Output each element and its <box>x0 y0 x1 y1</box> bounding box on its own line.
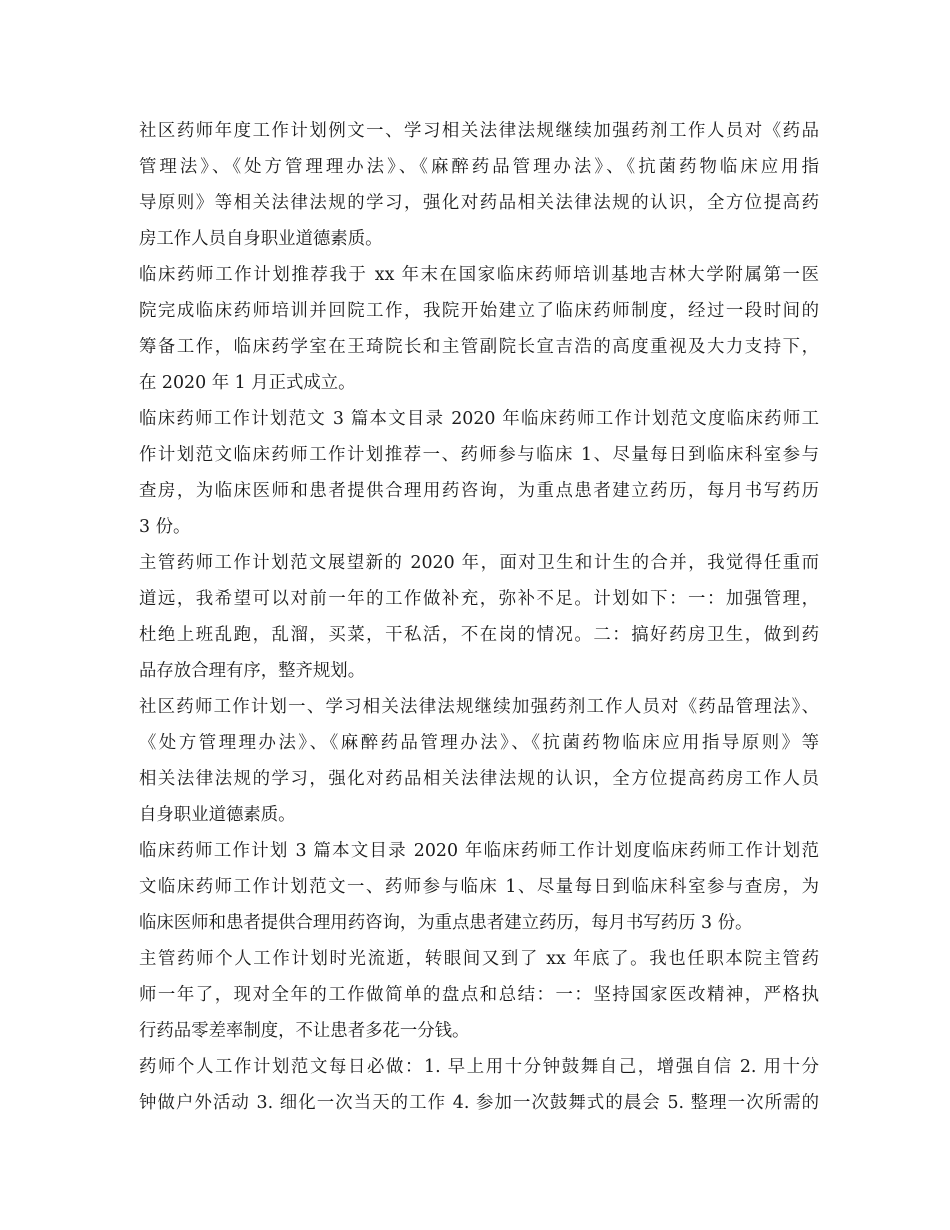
paragraph <box>139 941 819 1049</box>
text-line: 在 2020 年 1 月正式成立。 <box>139 373 356 393</box>
text-line: 作计划范文临床药师工作计划推荐一、药师参与临床 1、尽量每日到临床科室参与 <box>139 445 819 465</box>
text-line: 导原则》等相关法律法规的学习，强化对药品相关法律法规的认识，全方位提高药 <box>139 193 819 213</box>
document-body <box>139 113 819 1121</box>
text-line: 管理法》、《处方管理理办法》、《麻醉药品管理办法》、《抗菌药物临床应用指 <box>139 157 819 177</box>
text-line: 社区药师年度工作计划例文一、学习相关法律法规继续加强药剂工作人员对《药品 <box>139 121 819 141</box>
paragraph <box>139 401 819 545</box>
text-line: 临床药师工作计划范文 3 篇本文目录 2020 年临床药师工作计划范文度临床药师工 <box>139 409 819 429</box>
paragraph <box>139 545 819 689</box>
text-line: 道远，我希望可以对前一年的工作做补充，弥补不足。计划如下：一：加强管理， <box>139 589 819 609</box>
text-line: 《处方管理理办法》、《麻醉药品管理办法》、《抗菌药物临床应用指导原则》等 <box>139 733 819 753</box>
text-line: 院完成临床药师培训并回院工作，我院开始建立了临床药师制度，经过一段时间的 <box>139 301 819 321</box>
text-line: 文临床药师工作计划范文一、药师参与临床 1、尽量每日到临床科室参与查房，为 <box>139 877 819 897</box>
paragraph <box>139 113 819 257</box>
text-line: 相关法律法规的学习，强化对药品相关法律法规的认识，全方位提高药房工作人员 <box>139 769 819 789</box>
text-line: 主管药师工作计划范文展望新的 2020 年，面对卫生和计生的合并，我觉得任重而 <box>139 553 819 573</box>
text-line: 行药品零差率制度，不让患者多花一分钱。 <box>139 1021 470 1041</box>
text-line: 主管药师个人工作计划时光流逝，转眼间又到了 xx 年底了。我也任职本院主管药 <box>139 949 819 969</box>
paragraph <box>139 257 819 401</box>
text-line: 品存放合理有序，整齐规划。 <box>139 661 366 681</box>
text-line: 临床医师和患者提供合理用药咨询，为重点患者建立药历，每月书写药历 3 份。 <box>139 913 753 933</box>
text-line: 自身职业道德素质。 <box>139 805 296 825</box>
paragraph <box>139 689 819 833</box>
text-line: 社区药师工作计划一、学习相关法律法规继续加强药剂工作人员对《药品管理法》、 <box>139 697 819 717</box>
text-line: 师一年了，现对全年的工作做简单的盘点和总结：一：坚持国家医改精神，严格执 <box>139 985 819 1005</box>
paragraph <box>139 1049 819 1121</box>
text-line: 临床药师工作计划 3 篇本文目录 2020 年临床药师工作计划度临床药师工作计划范 <box>139 841 819 861</box>
text-line: 钟做户外活动 3. 细化一次当天的工作 4. 参加一次鼓舞式的晨会 5. 整理一次所需的 <box>139 1093 819 1113</box>
text-line: 3 份。 <box>139 517 191 537</box>
text-line: 杜绝上班乱跑，乱溜，买菜，干私活，不在岗的情况。二：搞好药房卫生，做到药 <box>139 625 819 645</box>
text-line: 查房，为临床医师和患者提供合理用药咨询，为重点患者建立药历，每月书写药历 <box>139 481 819 501</box>
text-line: 药师个人工作计划范文每日必做：1. 早上用十分钟鼓舞自己，增强自信 2. 用十分 <box>139 1057 819 1077</box>
text-line: 临床药师工作计划推荐我于 xx 年末在国家临床药师培训基地吉林大学附属第一医 <box>139 265 819 285</box>
text-line: 房工作人员自身职业道德素质。 <box>139 229 383 249</box>
paragraph <box>139 833 819 941</box>
text-line: 筹备工作，临床药学室在王琦院长和主管副院长宣吉浩的高度重视及大力支持下， <box>139 337 819 357</box>
